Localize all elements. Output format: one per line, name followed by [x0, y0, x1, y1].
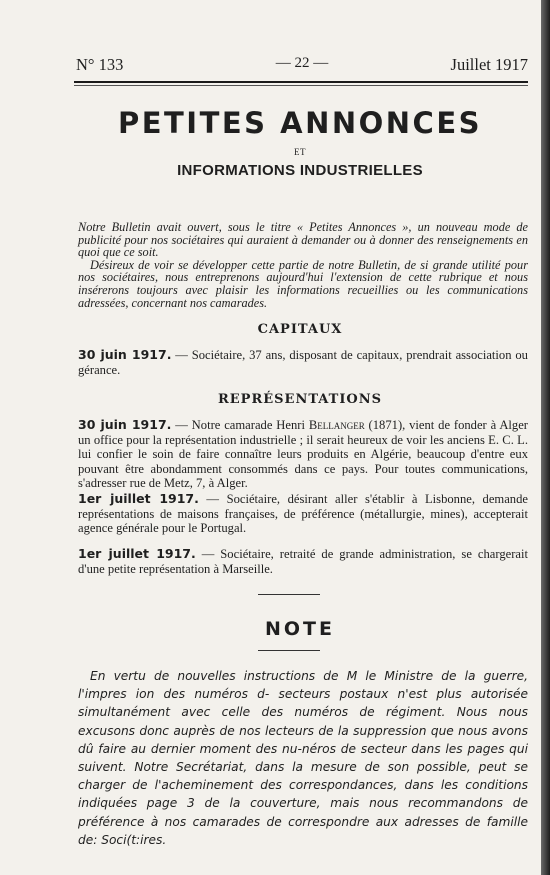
- note-rule-bottom: [258, 650, 320, 651]
- page-header: [76, 55, 528, 77]
- annonce-date: 1er juillet 1917.: [78, 491, 199, 506]
- note-heading: NOTE: [265, 618, 335, 640]
- intro-paragraph-1: Notre Bulletin avait ouvert, sous le titre « Petites Annonces », un nouveau mode de publicité pour nos sociétaires qui auraient à demander ou à donner des renseignements en quoi que ce soit.: [78, 220, 528, 260]
- annonce-representation-1: [78, 418, 528, 491]
- annonce-text: (1871), vient de fonder à Alger un office pour la représentation industrielle ; il serait heureux de voir les anciens E. C. L. lui confier le soin de faire connaître leurs produits en Algérie, beaucoup d'entre eux pouvant être abondamment consommés dans ce pays. Pour toutes communications, s'adresser rue de Metz, 7, à Alger.: [78, 418, 529, 490]
- annonce-text: — Notre camarade Henri: [171, 418, 309, 432]
- annonce-representation-2: [78, 492, 528, 536]
- section-heading-capitaux: CAPITAUX: [257, 322, 343, 337]
- annonce-date: 1er juillet 1917.: [78, 546, 196, 561]
- section-heading-representations: REPRÉSENTATIONS: [217, 392, 383, 407]
- title-connector: ET: [294, 147, 306, 157]
- header-rule-thin: [74, 85, 528, 86]
- page-title: PETITES ANNONCES: [117, 106, 483, 140]
- annonce-capitaux-1: [78, 348, 528, 377]
- page-edge-shadow: [541, 0, 550, 875]
- annonce-representation-3: [78, 547, 528, 576]
- intro-paragraph-2: Désireux de voir se développer cette partie de notre Bulletin, de si grande utilité pour nos sociétaires, nous entreprenons aujourd'hui l'extension de cette rubrique et nous insérerons toujours avec plaisir les informations recueillies ou les communications adressées, concernant nos camarades.: [78, 257, 528, 310]
- page-number: — 22 —: [275, 55, 329, 71]
- issue-number: N° 133: [76, 55, 124, 74]
- note-text: En vertu de nouvelles instructions de M le Ministre de la guerre, l'impres ion des numéros d- secteurs postaux n'est plus autorisée simultanément avec celle des numéros de régiment. Nous nous excusons donc auprès de nos lecteurs de la suppression que nous avons dû faire au dernier moment des nu-néros de secteur dans les pages qui suivent. Notre Secrétariat, dans la mesure de son possible, peut se charger de l'acheminement des correspondances, dans les conditions indiquées page 3 de la couverture, mais nous recommandons de préférence à nos camarades de correspondre aux adresses de famille de: Soci(t:ires.: [78, 669, 528, 847]
- page-subtitle: INFORMATIONS INDUSTRIELLES: [177, 162, 423, 179]
- annonce-date: 30 juin 1917.: [78, 417, 172, 432]
- annonce-text: — Sociétaire, retraité de grande administration, se chargerait d'une petite représentation à Marseille.: [78, 547, 528, 576]
- annonce-person-name: Bellanger: [308, 418, 365, 432]
- annonce-text: — Sociétaire, désirant aller s'établir à Lisbonne, demande représentations de maisons françaises, de préférence (métallurgie, mines), accepterait agence générale pour le Portugal.: [78, 492, 528, 535]
- intro-text: [78, 221, 528, 309]
- annonce-text: — Sociétaire, 37 ans, disposant de capitaux, prendrait association ou gérance.: [78, 348, 528, 377]
- annonce-date: 30 juin 1917.: [78, 347, 172, 362]
- note-rule-top: [258, 594, 320, 595]
- issue-date: Juillet 1917: [450, 55, 528, 74]
- header-rule: [74, 81, 528, 83]
